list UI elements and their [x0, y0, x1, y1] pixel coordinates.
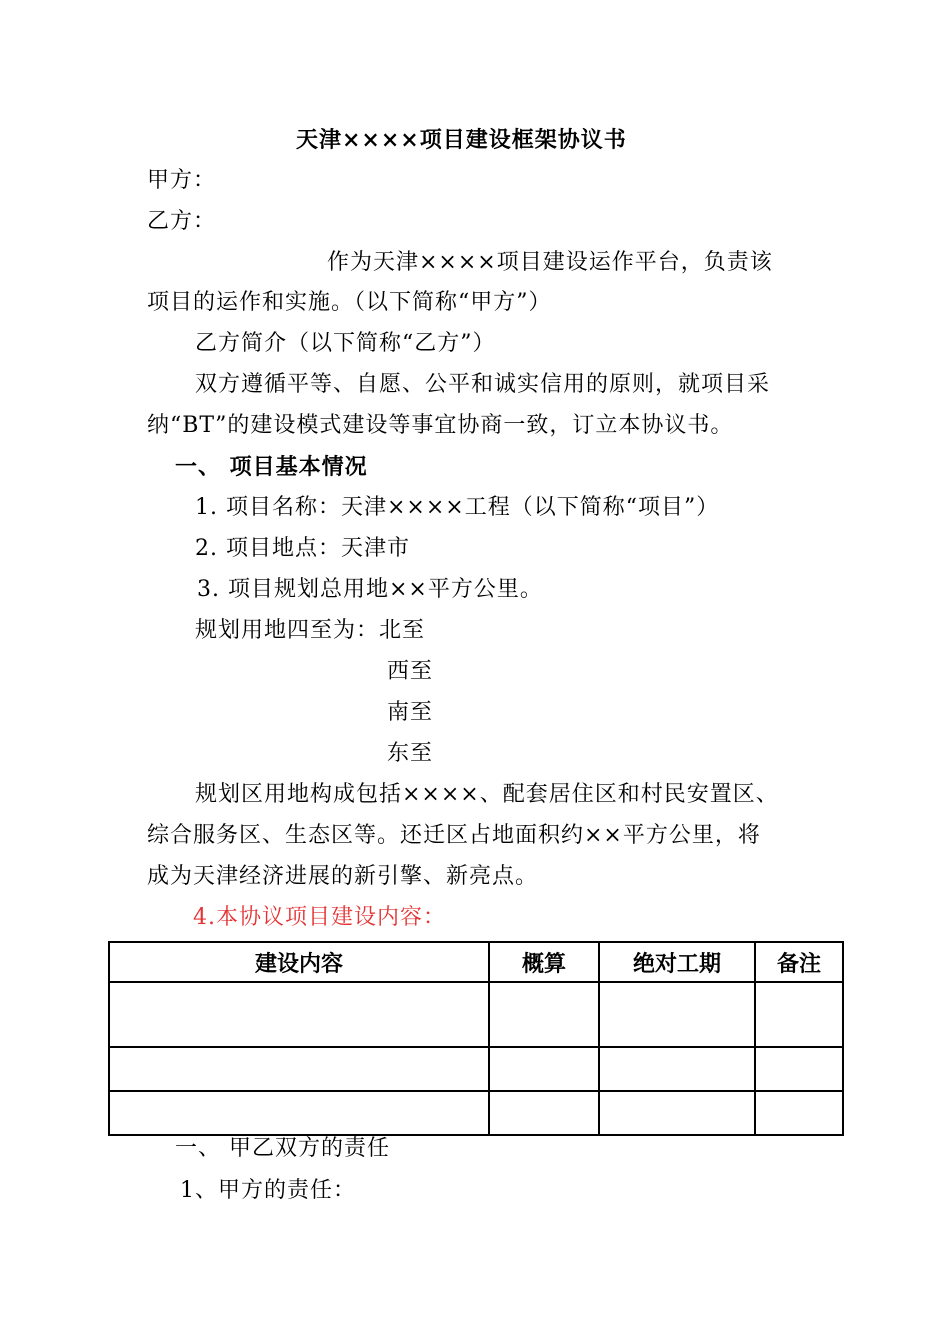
table-cell — [755, 1047, 843, 1091]
table-cell — [599, 982, 755, 1047]
table-row — [109, 1091, 843, 1135]
party-a-label: 甲方： — [147, 168, 217, 193]
land-use-line1: 规划区用地构成包括××××、配套居住区和村民安置区、 — [195, 782, 779, 807]
table-cell — [489, 1091, 599, 1135]
land-use-line3: 成为天津经济进展的新引擎、新亮点。 — [147, 864, 539, 889]
boundary-south: 南至 — [387, 700, 434, 725]
land-use-line2: 综合服务区、生态区等。还迁区占地面积约××平方公里，将 — [147, 823, 761, 848]
item-project-name: 1. 项目名称：天津××××工程（以下简称“项目”） — [195, 495, 720, 520]
intro-paragraph-line1: 作为天津××××项目建设运作平台，负责该 — [327, 250, 773, 275]
table-header-cell: 绝对工期 — [599, 942, 755, 982]
item-construction-content: 4.本协议项目建设内容： — [193, 905, 446, 930]
table-header-cell: 备注 — [755, 942, 843, 982]
party-a-duty: 1、甲方的责任： — [180, 1178, 356, 1203]
table-cell — [755, 1091, 843, 1135]
party-b-label: 乙方： — [147, 209, 217, 234]
construction-table — [108, 941, 844, 1136]
table-header-cell: 概算 — [489, 942, 599, 982]
table-row — [109, 1047, 843, 1091]
table-cell — [109, 1047, 489, 1091]
boundary-east: 东至 — [387, 741, 434, 766]
principle-line2: 纳“BT”的建设模式建设等事宜协商一致，订立本协议书。 — [147, 413, 734, 438]
boundary-west: 西至 — [387, 659, 434, 684]
item-project-location: 2. 项目地点：天津市 — [195, 536, 410, 561]
intro-paragraph-line2: 项目的运作和实施。（以下简称“甲方”） — [147, 290, 552, 315]
table-cell — [755, 982, 843, 1047]
item-project-area: 3. 项目规划总用地××平方公里。 — [197, 577, 543, 602]
boundary-north: 规划用地四至为：北至 — [195, 618, 426, 643]
table-cell — [109, 1091, 489, 1135]
section2-heading: 一、 甲乙双方的责任 — [175, 1136, 390, 1161]
table-header-row — [109, 942, 843, 982]
table-row — [109, 982, 843, 1047]
table-cell — [599, 1091, 755, 1135]
table-cell — [599, 1047, 755, 1091]
section1-heading: 一、 项目基本情况 — [175, 454, 368, 480]
table-header-cell: 建设内容 — [109, 942, 489, 982]
party-b-intro: 乙方简介（以下简称“乙方”） — [195, 331, 496, 356]
principle-line1: 双方遵循平等、自愿、公平和诚实信用的原则，就项目采 — [195, 372, 771, 397]
document-title: 天津××××项目建设框架协议书 — [296, 127, 627, 153]
table-cell — [109, 982, 489, 1047]
table-cell — [489, 1047, 599, 1091]
table-cell — [489, 982, 599, 1047]
